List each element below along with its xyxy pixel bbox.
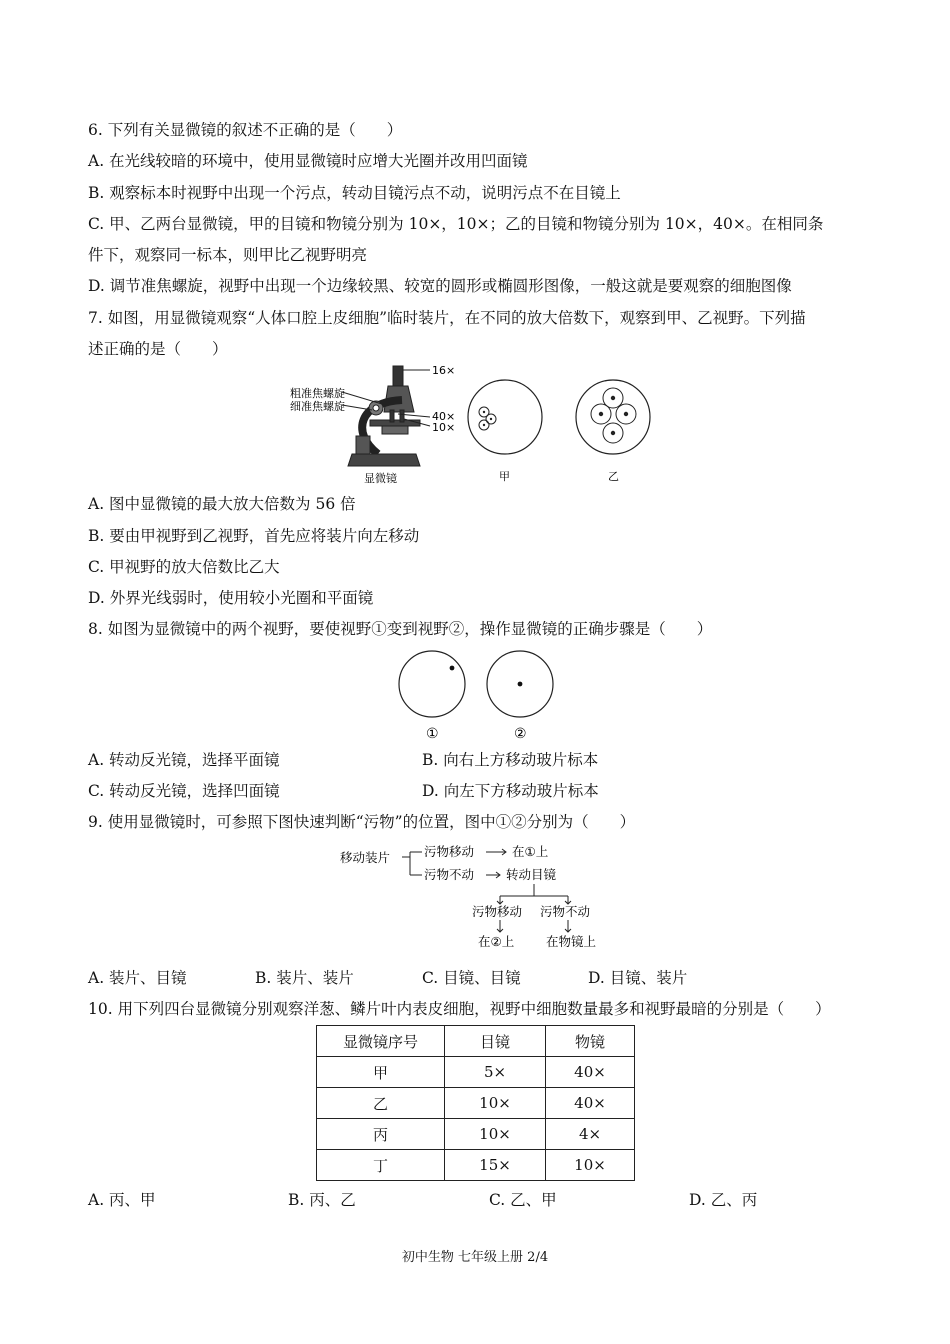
table-cell: 10× <box>546 1150 635 1181</box>
table-row <box>317 1057 635 1088</box>
q9-flowchart <box>338 840 608 956</box>
field-of-view-yi <box>576 380 650 454</box>
q9-option-a: A. 装片、目镜 <box>88 969 187 987</box>
flow-dirt-moves: 污物移动 <box>424 844 475 859</box>
page-footer: 初中生物 七年级上册 2/4 <box>401 1250 549 1265</box>
q7-stem-line1: 7. 如图，用显微镜观察“人体口腔上皮细胞”临时装片，在不同的放大倍数下，观察到甲、乙视野。下列描 <box>88 309 806 327</box>
q8-figure <box>396 648 556 744</box>
table-cell: 15× <box>445 1150 546 1181</box>
table-cell: 5× <box>445 1057 546 1088</box>
q7-option-d: D. 外界光线弱时，使用较小光圈和平面镜 <box>88 589 374 607</box>
label-40x: 40× <box>432 410 456 423</box>
q10-option-c: C. 乙、甲 <box>489 1191 557 1209</box>
table-cell: 乙 <box>317 1088 445 1119</box>
label-16x: 16× <box>432 364 456 377</box>
flow-arrows <box>402 849 571 932</box>
table-row <box>317 1119 635 1150</box>
q6-option-b: B. 观察标本时视野中出现一个污点，转动目镜污点不动，说明污点不在目镜上 <box>88 184 621 202</box>
q9-option-b: B. 装片、装片 <box>255 969 354 987</box>
q8-option-d: D. 向左下方移动玻片标本 <box>422 782 599 800</box>
flow-start: 移动装片 <box>340 850 391 865</box>
flow-dirt-moves-2: 污物移动 <box>472 904 523 919</box>
q6-option-c-line1: C. 甲、乙两台显微镜，甲的目镜和物镜分别为 10×，10×；乙的目镜和物镜分别为 10×，40×。在相同条 <box>88 215 824 233</box>
table-cell: 丁 <box>317 1150 445 1181</box>
q9-option-c: C. 目镜、目镜 <box>422 969 521 987</box>
microscope-table <box>316 1025 635 1181</box>
field-of-view-2 <box>487 651 553 717</box>
q10-stem: 10. 用下列四台显微镜分别观察洋葱、鳞片叶内表皮细胞，视野中细胞数量最多和视野最暗的分别是（ ） <box>88 1000 831 1018</box>
table-header: 物镜 <box>546 1026 635 1057</box>
caption-yi: 乙 <box>608 470 619 483</box>
table-cell: 10× <box>445 1119 546 1150</box>
flow-on-objective: 在物镜上 <box>546 934 597 949</box>
q10-option-b: B. 丙、乙 <box>288 1191 356 1209</box>
flow-turn-eyepiece: 转动目镜 <box>506 867 557 882</box>
q7-option-a: A. 图中显微镜的最大放大倍数为 56 倍 <box>88 495 356 513</box>
microscope-drawing <box>342 366 430 466</box>
label-fine-focus: 细准焦螺旋 <box>290 400 345 413</box>
table-header: 目镜 <box>445 1026 546 1057</box>
flow-on-1: 在①上 <box>512 844 549 859</box>
q7-stem-line2: 述正确的是（ ） <box>88 340 228 358</box>
label-10x: 10× <box>432 421 456 434</box>
flow-dirt-stays-2: 污物不动 <box>540 904 591 919</box>
q6-option-d: D. 调节准焦螺旋，视野中出现一个边缘较黑、较宽的圆形或椭圆形图像，一般这就是要观察的细胞图像 <box>88 277 792 295</box>
label-coarse-focus: 粗准焦螺旋 <box>290 387 345 400</box>
q6-option-a: A. 在光线较暗的环境中，使用显微镜时应增大光圈并改用凹面镜 <box>88 152 528 170</box>
caption-microscope: 显微镜 <box>364 472 397 485</box>
q10-option-d: D. 乙、丙 <box>689 1191 758 1209</box>
q7-option-c: C. 甲视野的放大倍数比乙大 <box>88 558 280 576</box>
field-of-view-jia <box>468 380 542 454</box>
field-of-view-1 <box>399 651 465 717</box>
table-cell: 甲 <box>317 1057 445 1088</box>
table-cell: 40× <box>546 1057 635 1088</box>
flow-dirt-stays: 污物不动 <box>424 867 475 882</box>
table-row <box>317 1150 635 1181</box>
caption-view-1: ① <box>426 726 439 742</box>
q8-option-c: C. 转动反光镜，选择凹面镜 <box>88 782 280 800</box>
table-header: 显微镜序号 <box>317 1026 445 1057</box>
q7-option-b: B. 要由甲视野到乙视野，首先应将装片向左移动 <box>88 527 420 545</box>
table-cell: 4× <box>546 1119 635 1150</box>
flow-on-2: 在②上 <box>478 934 515 949</box>
q7-figure <box>290 362 670 488</box>
q9-stem: 9. 使用显微镜时，可参照下图快速判断“污物”的位置，图中①②分别为（ ） <box>88 813 636 831</box>
q6-option-c-line2: 件下，观察同一标本，则甲比乙视野明亮 <box>88 246 368 264</box>
q6-stem: 6. 下列有关显微镜的叙述不正确的是（ ） <box>88 121 403 139</box>
table-header-row <box>317 1026 635 1057</box>
q8-stem: 8. 如图为显微镜中的两个视野，要使视野①变到视野②，操作显微镜的正确步骤是（ ） <box>88 620 713 638</box>
caption-jia: 甲 <box>499 470 510 483</box>
q9-option-d: D. 目镜、装片 <box>588 969 688 987</box>
q10-option-a: A. 丙、甲 <box>88 1191 156 1209</box>
q8-option-a: A. 转动反光镜，选择平面镜 <box>88 751 280 769</box>
caption-view-2: ② <box>514 726 527 742</box>
table-row <box>317 1088 635 1119</box>
table-cell: 40× <box>546 1088 635 1119</box>
table-cell: 丙 <box>317 1119 445 1150</box>
table-cell: 10× <box>445 1088 546 1119</box>
q8-option-b: B. 向右上方移动玻片标本 <box>422 751 599 769</box>
